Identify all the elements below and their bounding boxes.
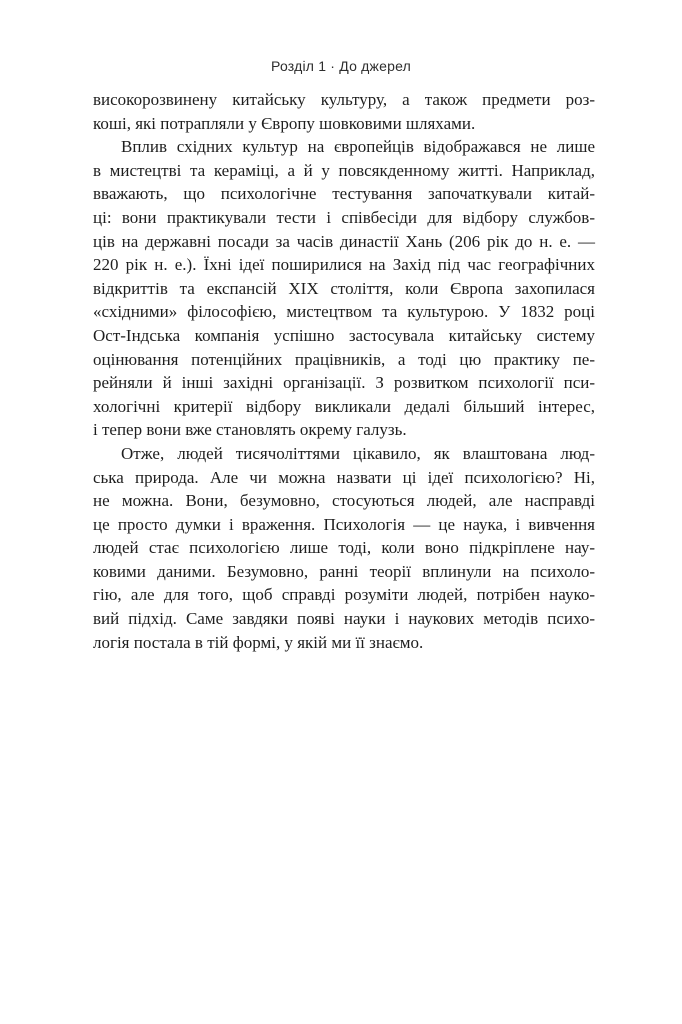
text-line: високорозвинену китайську культуру, а також предмети роз-: [93, 90, 595, 109]
text-line: «східними» філософією, мистецтвом та культурою. У 1832 році: [93, 302, 595, 322]
text-line: Вплив східних культур на європейців відображався не лише: [121, 137, 595, 157]
running-header: Розділ 1 · До джерел: [271, 58, 411, 74]
text-line: Ост-Індська компанія успішно застосувала китайську систему: [93, 325, 595, 345]
text-line: оцінювання потенційних працівників, а тоді цю практику пе-: [93, 349, 595, 369]
text-line: вважають, що психологічне тестування започаткували китай-: [93, 184, 595, 204]
text-line: людей стає психологією лише тоді, коли воно підкріплене нау-: [93, 538, 595, 558]
body-text: [93, 88, 595, 654]
text-line: гію, але для того, щоб справді розуміти людей, потрібен науко-: [93, 585, 595, 605]
text-line: не можна. Вони, безумовно, стосуються людей, але насправді: [93, 491, 595, 511]
text-line: логія постала в тій формі, у якій ми її знаємо.: [93, 632, 424, 652]
text-line: ковими даними. Безумовно, ранні теорії вплинули на психоло-: [93, 561, 595, 581]
text-line: вий підхід. Саме завдяки появі науки і наукових методів психо-: [93, 609, 595, 629]
text-line: відкриттів та експансій XIX століття, коли Європа захопилася: [93, 278, 595, 298]
text-line: рейняли й інші західні організації. З розвитком психології пси-: [93, 373, 595, 393]
text-line: ців на державні посади за часів династії Хань (206 рік до н. е. —: [93, 231, 595, 251]
text-line: і тепер вони вже становлять окрему галузь.: [93, 420, 407, 440]
text-line: це просто думки і враження. Психологія — це наука, і вивчення: [93, 514, 595, 534]
text-line: ці: вони практикували тести і співбесіди для відбору службов-: [93, 207, 595, 227]
text-line: в мистецтві та кераміці, а й у повсякденному житті. Наприклад,: [93, 160, 595, 180]
text-line: хологічні критерії відбору викликали дедалі більший інтерес,: [93, 396, 595, 416]
text-line: Отже, людей тисячоліттями цікавило, як влаштована люд-: [121, 443, 595, 463]
text-line: 220 рік н. е.). Їхні ідеї поширилися на Захід під час географічних: [93, 255, 595, 275]
text-line: ська природа. Але чи можна назвати ці ідеї психологією? Ні,: [93, 467, 595, 487]
text-line: коші, які потрапляли у Європу шовковими шляхами.: [93, 113, 476, 133]
